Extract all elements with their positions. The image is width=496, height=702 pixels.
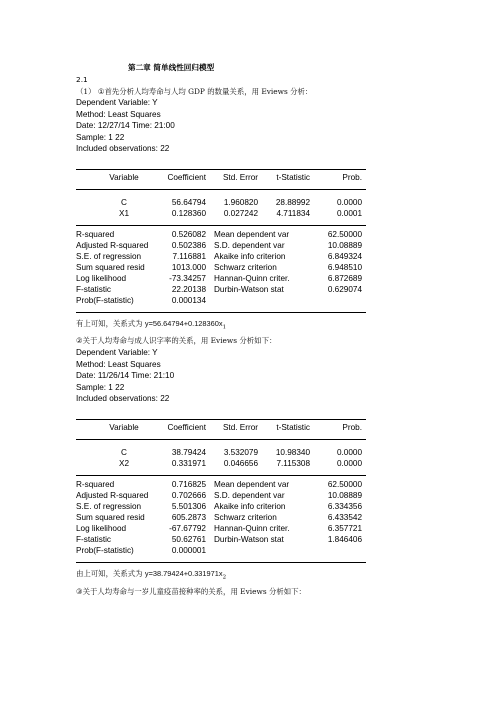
- reg1-col-stderr: Std. Error: [222, 173, 258, 182]
- reg1-bottom-rule: [76, 312, 366, 313]
- stat-value: 0.716825: [171, 480, 206, 489]
- stat-label: Mean dependent var: [214, 480, 290, 489]
- stat-value: 1013.000: [171, 263, 206, 272]
- reg1-top-rule: [76, 169, 366, 170]
- reg2-var: C: [121, 448, 127, 457]
- reg2-col-prob: Prob.: [342, 423, 362, 432]
- reg1-col-prob: Prob.: [342, 173, 362, 182]
- reg2-col-variable: Variable: [109, 423, 139, 432]
- reg1-t: 4.711834: [276, 209, 310, 218]
- stat-value: 0.702666: [171, 491, 206, 500]
- stat-value: 62.50000: [327, 480, 362, 489]
- stat-label: Prob(F-statistic): [76, 296, 134, 305]
- stat-label: Durbin-Watson stat: [214, 285, 284, 294]
- stat-label: Akaike info criterion: [214, 502, 286, 511]
- reg1-header-line: Dependent Variable: Y: [76, 98, 158, 107]
- stat-label: Mean dependent var: [214, 230, 290, 239]
- stat-label: Schwarz criterion: [214, 263, 277, 272]
- reg2-prob: 0.0000: [336, 448, 362, 457]
- conclusion-equation: y=56.64794+0.128360x: [144, 319, 223, 328]
- conclusion-subscript: 2: [222, 574, 227, 581]
- reg1-var: C: [121, 198, 127, 207]
- stat-value: 10.08889: [327, 491, 362, 500]
- stat-label: Log likelihood: [76, 274, 127, 283]
- stat-value: 50.62761: [171, 535, 206, 544]
- reg2-header-line: Date: 11/26/14 Time: 21:10: [76, 371, 175, 380]
- reg2-header-line: Dependent Variable: Y: [76, 348, 158, 357]
- stat-value: -67.67792: [169, 524, 206, 533]
- stat-value: 7.116881: [172, 252, 206, 261]
- reg1-col-variable: Variable: [109, 173, 139, 182]
- stat-value: 6.849324: [327, 252, 362, 261]
- reg2-conclusion: [76, 568, 226, 579]
- reg1-se: 0.027242: [223, 209, 258, 218]
- stat-value: -73.34257: [169, 274, 206, 283]
- reg2-header-rule: [76, 439, 366, 440]
- q3-intro: ③关于人均寿命与一岁儿童疫苗接种率的关系，用 Eviews 分析如下：: [76, 587, 306, 596]
- stat-value: 5.501306: [171, 502, 206, 511]
- stat-label: Sum squared resid: [76, 263, 145, 272]
- stat-label: R-squared: [76, 480, 115, 489]
- reg1-coef: 56.64794: [171, 198, 206, 207]
- reg2-header: [76, 347, 174, 405]
- reg1-col-coefficient: Coefficient: [167, 173, 206, 182]
- stat-value: 6.948510: [327, 263, 362, 272]
- stat-value: 6.872689: [327, 274, 362, 283]
- reg2-t: 7.115308: [276, 459, 310, 468]
- reg2-col-tstat: t-Statistic: [276, 423, 310, 432]
- reg2-stats-rule: [76, 475, 366, 476]
- q1-intro: （1） ①首先分析人均寿命与人均 GDP 的数量关系，用 Eviews 分析：: [76, 87, 313, 96]
- reg2-col-stderr: Std. Error: [222, 423, 258, 432]
- reg1-prob: 0.0001: [336, 209, 362, 218]
- reg2-header-line: Method: Least Squares: [76, 359, 161, 369]
- stat-value: 0.000001: [171, 546, 206, 555]
- reg2-bottom-rule: [76, 562, 366, 563]
- stat-label: Hannan-Quinn criter.: [214, 524, 290, 533]
- stat-label: Durbin-Watson stat: [214, 535, 284, 544]
- reg2-coef: 38.79424: [171, 448, 206, 457]
- stat-label: S.D. dependent var: [214, 491, 285, 500]
- reg2-coef: 0.331971: [171, 459, 206, 468]
- stat-label: S.E. of regression: [76, 252, 142, 261]
- reg1-header-rule: [76, 189, 366, 190]
- reg1-header-line: Included observations: 22: [76, 144, 170, 153]
- chapter-title: 第二章 简单线性回归模型: [128, 63, 215, 72]
- stat-label: Hannan-Quinn criter.: [214, 274, 290, 283]
- q2-intro: ②关于人均寿命与成人识字率的关系，用 Eviews 分析如下：: [76, 336, 277, 345]
- reg1-header-line: Method: Least Squares: [76, 109, 161, 119]
- reg1-var: X1: [118, 209, 129, 218]
- reg2-header-line: Sample: 1 22: [76, 382, 125, 392]
- stat-value: 0.629074: [327, 285, 362, 294]
- stat-label: R-squared: [76, 230, 115, 239]
- conclusion-subscript: 1: [222, 324, 227, 331]
- stat-value: 605.2873: [171, 513, 206, 522]
- reg2-t: 10.98340: [275, 448, 310, 457]
- reg1-header-line: Sample: 1 22: [76, 132, 125, 142]
- stat-value: 6.334356: [327, 502, 362, 511]
- reg2-header-line: Included observations: 22: [76, 394, 170, 403]
- stat-value: 62.50000: [327, 230, 362, 239]
- stat-value: 0.526082: [171, 230, 206, 239]
- conclusion-equation: y=38.79424+0.331971x: [144, 569, 223, 578]
- section-number: 2.1: [76, 75, 88, 84]
- reg1-prob: 0.0000: [336, 198, 362, 207]
- reg1-t: 28.88992: [275, 198, 310, 207]
- reg1-conclusion: [76, 318, 226, 329]
- stat-value: 6.433542: [327, 513, 362, 522]
- reg2-top-rule: [76, 419, 366, 420]
- stat-label: Akaike info criterion: [214, 252, 286, 261]
- stat-value: 0.000134: [171, 296, 206, 305]
- stat-label: Schwarz criterion: [214, 513, 277, 522]
- stat-value: 22.20138: [171, 285, 206, 294]
- conclusion-text: 由上可知，关系式为: [76, 569, 145, 578]
- stat-label: Sum squared resid: [76, 513, 145, 522]
- reg1-col-tstat: t-Statistic: [276, 173, 310, 182]
- reg2-se: 0.046656: [223, 459, 258, 468]
- reg2-se: 3.532079: [223, 448, 258, 457]
- stat-label: Adjusted R-squared: [76, 241, 149, 250]
- reg1-stats-rule: [76, 225, 366, 226]
- stat-label: Prob(F-statistic): [76, 546, 134, 555]
- conclusion-text: 有上可知，关系式为: [76, 319, 145, 328]
- stat-label: F-statistic: [76, 535, 112, 544]
- reg1-header: [76, 97, 175, 155]
- stat-value: 6.357721: [327, 524, 362, 533]
- reg2-var: X2: [118, 459, 129, 468]
- stat-label: F-statistic: [76, 285, 112, 294]
- stat-label: S.E. of regression: [76, 502, 142, 511]
- stat-label: S.D. dependent var: [214, 241, 285, 250]
- reg2-prob: 0.0000: [336, 459, 362, 468]
- reg2-col-coefficient: Coefficient: [167, 423, 206, 432]
- stat-label: Adjusted R-squared: [76, 491, 149, 500]
- stat-value: 0.502386: [171, 241, 206, 250]
- reg1-se: 1.960820: [223, 198, 258, 207]
- stat-value: 1.846406: [327, 535, 362, 544]
- reg1-header-line: Date: 12/27/14 Time: 21:00: [76, 121, 175, 130]
- stat-value: 10.08889: [327, 241, 362, 250]
- reg1-coef: 0.128360: [171, 209, 206, 218]
- stat-label: Log likelihood: [76, 524, 127, 533]
